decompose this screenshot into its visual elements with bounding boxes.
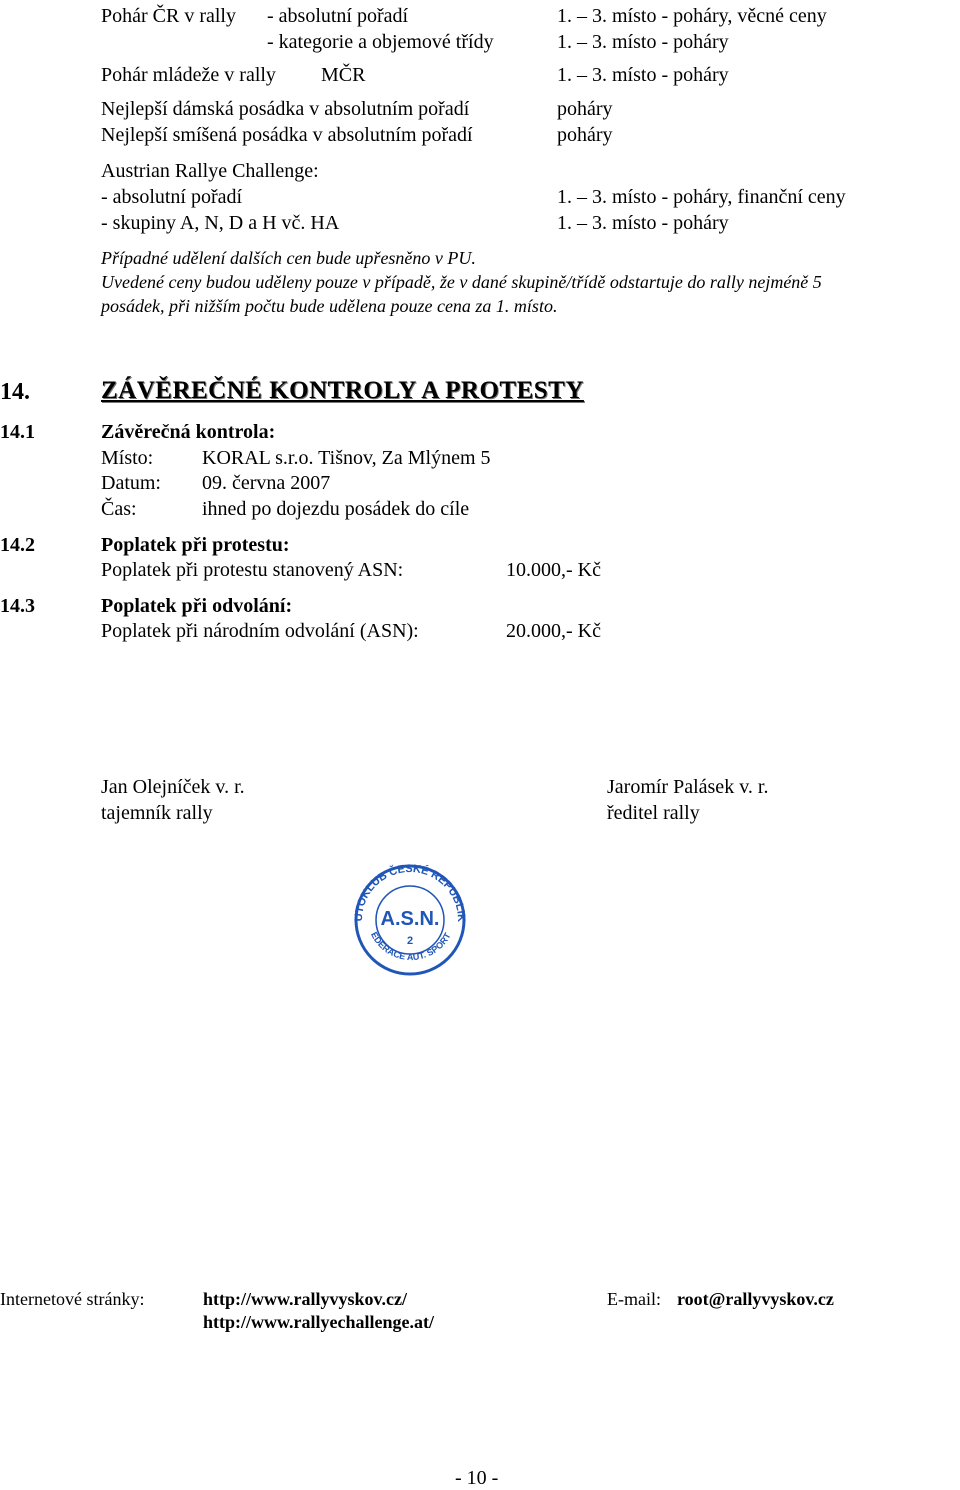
web-link-rallyvyskov[interactable]: http://www.rallyvyskov.cz/ xyxy=(203,1289,408,1309)
asn-stamp-icon xyxy=(340,858,480,976)
award-youth-prize: 1. – 3. místo - poháry xyxy=(557,64,729,86)
award-mixed: Nejlepší smíšená posádka v absolutním pořadí xyxy=(101,124,473,146)
signature-left-name: Jan Olejníček v. r. xyxy=(101,776,245,798)
place-label: Místo: xyxy=(101,447,154,469)
award-cup-cr: Pohár ČR v rally xyxy=(101,5,236,27)
award-cup-cr-abs: - absolutní pořadí xyxy=(267,5,409,27)
section-title: ZÁVĚREČNÉ KONTROLY A PROTESTY xyxy=(101,377,584,404)
signature-left-role: tajemník rally xyxy=(101,802,213,824)
page-number: - 10 - xyxy=(455,1467,499,1489)
date-value: 09. června 2007 xyxy=(202,472,331,494)
award-cup-cr-classes: - kategorie a objemové třídy xyxy=(267,31,494,53)
date-label: Datum: xyxy=(101,472,161,494)
svg-text:A.S.N.: A.S.N. xyxy=(380,908,440,930)
award-arc-abs: - absolutní pořadí xyxy=(101,186,243,208)
email-link[interactable]: root@rallyvyskov.cz xyxy=(677,1289,834,1309)
subsection-14-2-number: 14.2 xyxy=(0,534,35,556)
place-value: KORAL s.r.o. Tišnov, Za Mlýnem 5 xyxy=(202,447,491,469)
award-ladies-prize: poháry xyxy=(557,98,613,120)
signature-right-name: Jaromír Palásek v. r. xyxy=(607,776,769,798)
awards-note-2b: posádek, při nižším počtu bude udělena pouze cena za 1. místo. xyxy=(101,296,558,316)
protest-fee-text: Poplatek při protestu stanovený ASN: xyxy=(101,559,404,581)
subsection-14-3-title: Poplatek při odvolání: xyxy=(101,595,293,617)
award-mixed-prize: poháry xyxy=(557,124,613,146)
subsection-14-2-title: Poplatek při protestu: xyxy=(101,534,290,556)
award-cup-cr-classes-prize: 1. – 3. místo - poháry xyxy=(557,31,729,53)
award-youth-cup: Pohár mládeže v rally xyxy=(101,64,276,86)
subsection-14-1-title: Závěrečná kontrola: xyxy=(101,421,276,443)
time-value: ihned po dojezdu posádek do cíle xyxy=(202,498,470,520)
signature-right-role: ředitel rally xyxy=(607,802,700,824)
appeal-fee-text: Poplatek při národním odvolání (ASN): xyxy=(101,620,419,642)
svg-text:2: 2 xyxy=(406,935,414,947)
web-label: Internetové stránky: xyxy=(0,1289,145,1309)
section-number: 14. xyxy=(0,379,30,405)
svg-text:FEDERACE AUT. SPORTU: EDERACE AUT. SPORT xyxy=(368,930,453,963)
award-youth-mcr: MČR xyxy=(321,64,366,86)
protest-fee-value: 10.000,- Kč xyxy=(506,559,601,581)
awards-note-1: Případné udělení dalších cen bude upřesněno v PU. xyxy=(101,248,476,268)
awards-note-2a: Uvedené ceny budou uděleny pouze v případě, že v dané skupině/třídě odstartuje do rally nejméně 5 xyxy=(101,272,822,292)
subsection-14-1-number: 14.1 xyxy=(0,421,35,443)
award-arc-groups: - skupiny A, N, D a H vč. HA xyxy=(101,212,340,234)
time-label: Čas: xyxy=(101,498,137,520)
award-arc-abs-prize: 1. – 3. místo - poháry, finanční ceny xyxy=(557,186,846,208)
appeal-fee-value: 20.000,- Kč xyxy=(506,620,601,642)
svg-text:AUTOKLUB ČESKÉ REPUBLIKY: UTOKLUB ČESKÉ REPUBLIK xyxy=(352,862,468,923)
subsection-14-3-number: 14.3 xyxy=(0,595,35,617)
award-arc-groups-prize: 1. – 3. místo - poháry xyxy=(557,212,729,234)
web-link-rallyechallenge[interactable]: http://www.rallyechallenge.at/ xyxy=(203,1312,434,1332)
award-cup-cr-abs-prize: 1. – 3. místo - poháry, věcné ceny xyxy=(557,5,827,27)
award-ladies: Nejlepší dámská posádka v absolutním pořadí xyxy=(101,98,470,120)
email-label: E-mail: xyxy=(607,1289,661,1309)
award-arc-title: Austrian Rallye Challenge: xyxy=(101,160,319,182)
